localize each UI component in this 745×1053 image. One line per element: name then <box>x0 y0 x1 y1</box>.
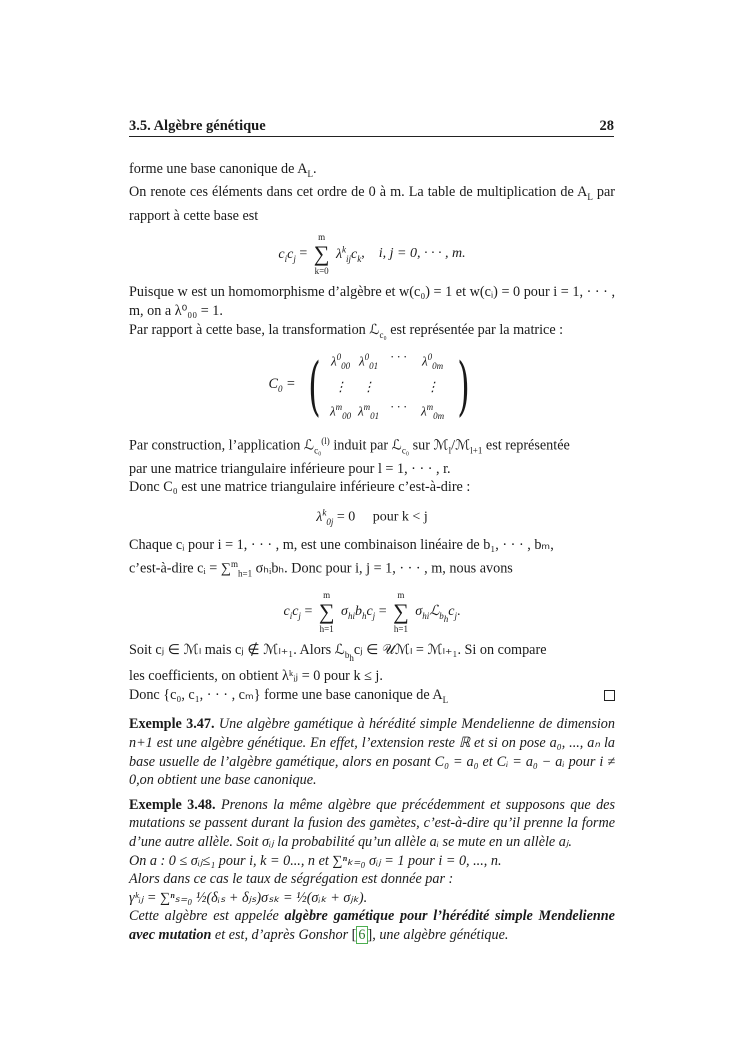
example-line: , une algèbre génétique. <box>372 926 509 943</box>
paragraph-matrix-intro: Par rapport à cette base, la transformation ℒ$_{c_0}$ est représentée par la matrice : <box>129 321 564 340</box>
page-body <box>129 160 615 945</box>
paragraph-homomorphism: Puisque w est un homomorphisme d’algèbre et w(c₀) = 1 et w(cᵢ) = 0 pour i = 1, · · · , m, on a λ⁰₀₀ = 1. <box>129 284 615 320</box>
text-line: cⱼ ∈ 𝒰ℳₗ = ℳₗ₊₁. Si on compare <box>353 642 547 659</box>
text-line: sur ℳ <box>409 437 449 454</box>
text-line: Par construction, l’application ℒ <box>129 437 315 454</box>
text-line: par une matrice triangulaire inférieure pour l = 1, · · · , r. <box>129 460 451 477</box>
text-line: Chaque cᵢ pour i = 1, · · · , m, est une combinaison linéaire de b₁, · · · , bₘ, <box>129 537 554 554</box>
matrix-c0: $C_0$ = ( $\lambda^0_{00}$ $\lambda^0_{01}$ · · · $\lambda^0_{0m}$ ⋮ ⋮ ⋮ $\lambda^m_{00}$ $\lambda^m_{01}$ · · · $\lambda^m_{0m}$ ) <box>268 349 470 424</box>
text-line: Soit cⱼ ∈ ℳₗ mais cⱼ ∉ ℳₗ₊₁. Alors ℒ <box>129 642 345 659</box>
example-label: Exemple 3.48. <box>129 796 216 813</box>
equation-tail: pour k < j <box>372 509 428 525</box>
subscript: L <box>307 168 313 179</box>
text-line: est représentée par la matrice : <box>386 321 564 338</box>
example-line: et est, d’après Gonshor <box>211 926 352 943</box>
citation-link[interactable]: 6 <box>358 926 366 943</box>
equation-multiplication: $c_ic_j$ = m ∑ k=0 $\lambda^k_{ij}c_k$, i, j = 0, · · · , m. <box>278 232 466 277</box>
text-line: les coefficients, on obtient λᵏᵢⱼ = 0 pour k ≤ j. <box>129 668 383 685</box>
section-title: 3.5. Algèbre génétique <box>129 118 266 134</box>
example-line: Alors dans ce cas le taux de ségrégation est donnée par : <box>129 871 454 888</box>
equation-tail: i, j = 0, · · · , m. <box>378 246 466 262</box>
text-line: c’est-à-dire cᵢ = <box>129 560 221 577</box>
example-line: Cette algèbre est appelée <box>129 908 285 925</box>
qed-box-icon <box>604 690 615 701</box>
text-line: par rapport à cette base est <box>129 184 615 224</box>
text-line: induit par ℒ <box>329 437 402 454</box>
text-line: forme une base canonique de A <box>129 161 308 177</box>
example-line: On a : 0 ≤ σᵢⱼ≤₁ pour i, k = 0..., n et ∑ⁿₖ₌₀ σᵢⱼ = 1 pour i = 0, ..., n. <box>129 852 502 869</box>
equation-product: $c_ic_j$ = m ∑ h=1 $\sigma_{hi}b_hc_j$ = m ∑ h=1 $\sigma_{hi}ℒ_{b_h}c_j$. <box>283 590 461 635</box>
running-header <box>129 118 614 137</box>
paragraph-combination: Chaque cᵢ pour i = 1, · · · , m, est une combinaison linéaire de b₁, · · · , bₘ, c’est-à-dire cᵢ = ∑$^m_{h=1}$ σₕᵢbₕ. Donc pour i, j = 1, · · · , m, nous avons <box>129 537 554 579</box>
text-line: On renote ces éléments dans cet ordre de 0 à m. La table de multiplication de A <box>129 184 588 201</box>
paragraph-construction: Par construction, l’application ℒ$_{c_0}^{(l)}$ induit par ℒ$_{c_0}$ sur ℳ$_l$/ℳ$_{l+1}$ est représentée par une matrice triangulaire inférieure pour l = 1, · · · , r. Donc C₀ est une matrice triangulaire inférieure c’est-à-dire : <box>129 435 570 496</box>
example-body: Une algèbre gamétique à hérédité simple Mendelienne de dimension n+1 est une algèbre génétique. En effet, l’extension reste ℝ et si on pose a₀, ..., aₙ la base usuelle de l’algèbre gamétique, alors en posant C₀ = a₀ et Cᵢ = a₀ − aᵢ pour i ≠ 0,on obtient une base canonique. <box>129 716 615 789</box>
example-line: γᵏᵢⱼ = ∑ⁿₛ₌₀ ½(δᵢₛ + δⱼₛ)σₛₖ = ½(σᵢₖ + σⱼₖ). <box>129 889 368 906</box>
text-line: Par rapport à cette base, la transformation ℒ <box>129 321 380 338</box>
example-3-47 <box>129 715 615 789</box>
page-number: 28 <box>599 118 614 134</box>
example-3-48: Exemple 3.48. Prenons la même algèbre que précédemment et supposons que des mutations se passent durant la fusion des gamètes, c’est-à-dire qu’il prenne la forme d’une autre allèle. Soit σᵢⱼ la probabilité qu’un allèle aᵢ se mute en un allèle aⱼ. On a : 0 ≤ σᵢⱼ≤₁ pour i, k = 0..., n et ∑ⁿₖ₌₀ σᵢⱼ = 1 pour i = 0, ..., n. Alors dans ce cas le taux de ségrégation est donnée par : γᵏᵢⱼ = ∑ⁿₛ₌₀ ½(δᵢₛ + δⱼₛ)σₛₖ = ½(σᵢₖ + σⱼₖ). Cette algèbre est appelée algèbre gamétique pour l’hérédité simple Mendelienne avec mutation et est, d’après Gonshor [ 6 ], une algèbre génétique. <box>129 796 616 943</box>
defined-term: algèbre gamétique pour l’hérédité simple Mendelienne avec mutation <box>129 908 615 943</box>
example-body: Prenons la même algèbre que précédemment et supposons que des mutations se passent durant la fusion des gamètes, c’est-à-dire qu’il prenne la forme d’une autre allèle. Soit σᵢⱼ la probabilité qu’un allèle aᵢ se mute en un allèle aⱼ. <box>129 796 616 851</box>
text-line: Donc {c₀, c₁, · · · , cₘ} forme une base canonique de A <box>129 687 443 704</box>
equation-lambda-zero: $\lambda^k_{0j} = 0$ pour k < j <box>316 507 428 527</box>
text-line: σₕᵢbₕ. Donc pour i, j = 1, · · · , m, nous avons <box>252 560 513 577</box>
example-label: Exemple 3.47. <box>129 716 215 733</box>
text-line: Donc C₀ est une matrice triangulaire inférieure c’est-à-dire : <box>129 479 471 496</box>
paragraph-compare: Soit cⱼ ∈ ℳₗ mais cⱼ ∉ ℳₗ₊₁. Alors ℒ$_{b_h}$cⱼ ∈ 𝒰ℳₗ = ℳₗ₊₁. Si on compare les coefficients, on obtient λᵏᵢⱼ = 0 pour k ≤ j. Donc {c₀, c₁, · · · , cₘ} forme une base canonique de $A_L$ <box>129 641 615 709</box>
paragraph-base: forme une base canonique de $A_L$. On renote ces éléments dans cet ordre de 0 à m. La table de multiplication de $A_L$ par rapport à cette base est <box>129 161 615 224</box>
